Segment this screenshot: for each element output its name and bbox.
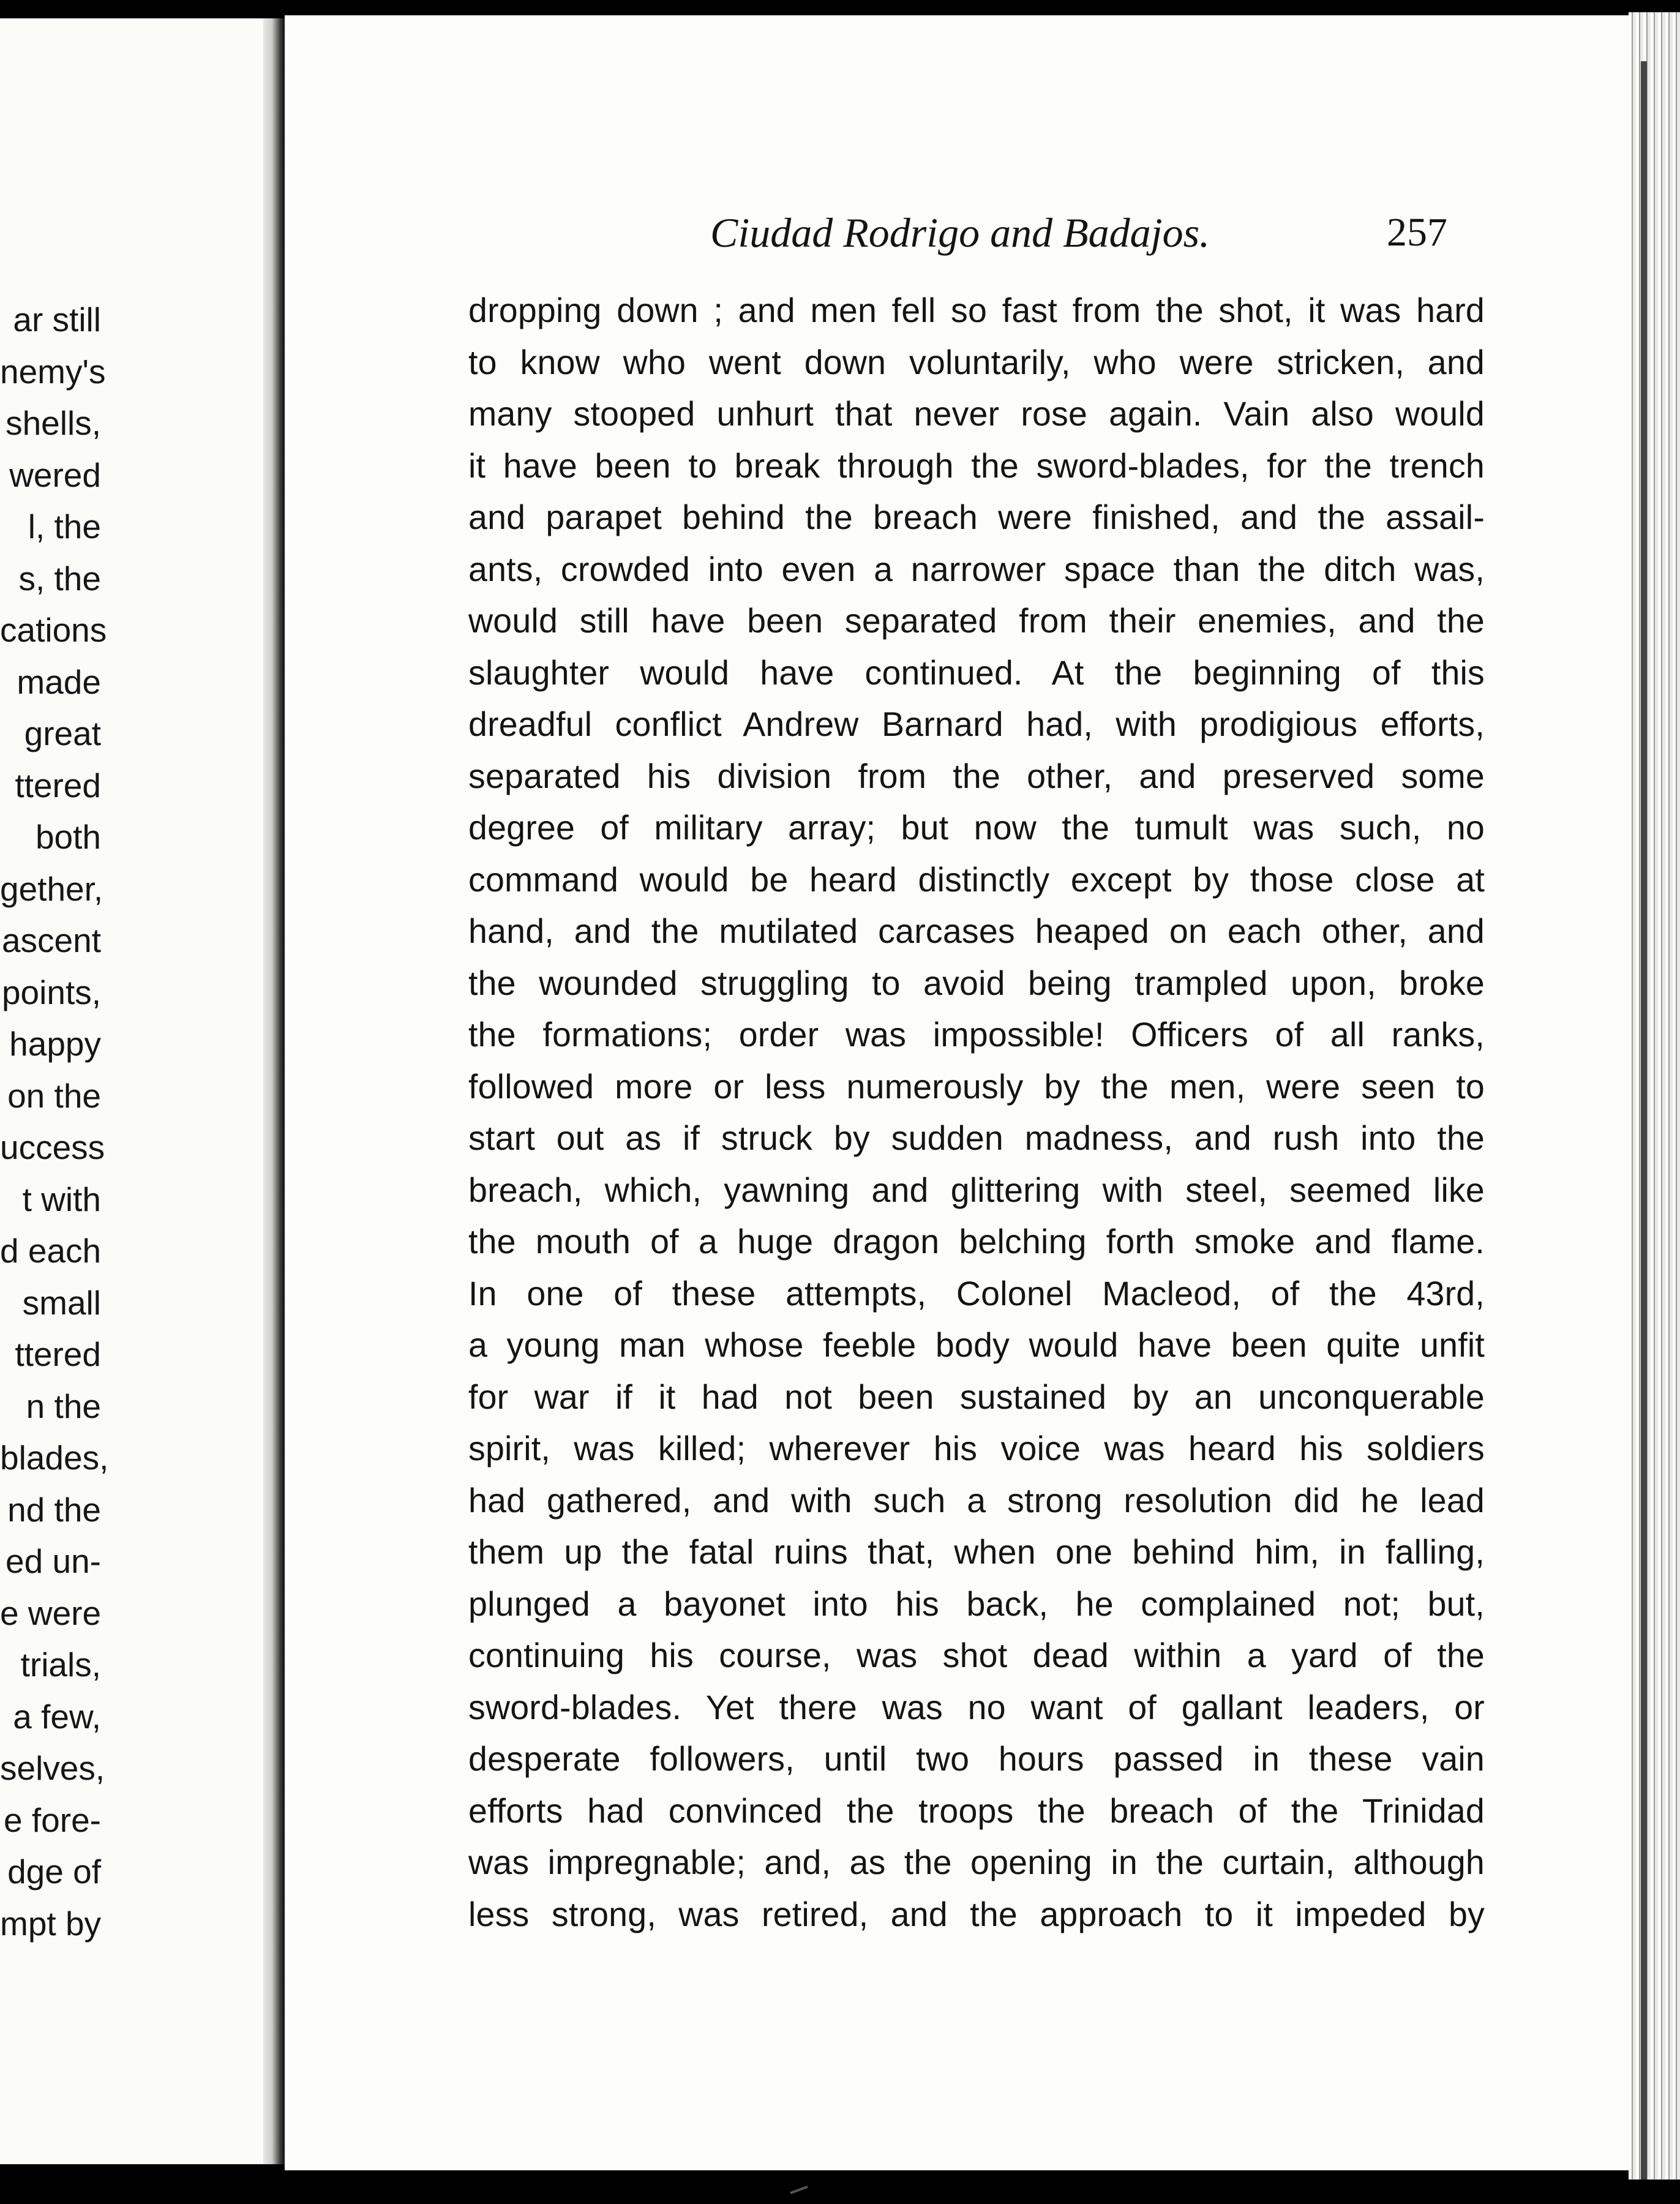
- left-line: e fore-: [4, 1801, 101, 1839]
- left-line: gether,: [0, 869, 103, 908]
- text-line: would still have been separated from their enemies, and the: [468, 602, 1485, 640]
- text-line: plunged a bayonet into his back, he complained not; but,: [468, 1584, 1485, 1623]
- text-line: dreadful conflict Andrew Barnard had, with prodigious efforts,: [468, 705, 1485, 743]
- text-line: In one of these attempts, Colonel Macleod, of the 43rd,: [468, 1274, 1485, 1313]
- text-line: was impregnable; and, as the opening in the curtain, although: [468, 1843, 1485, 1881]
- text-line: the wounded struggling to avoid being trampled upon, broke: [468, 964, 1485, 1002]
- text-line: command would be heard distinctly except by those close at: [468, 860, 1485, 899]
- text-line: to know who went down voluntarily, who were stricken, and: [468, 343, 1485, 381]
- book-gutter: [263, 18, 285, 2164]
- text-line: a young man whose feeble body would have been quite unfit: [468, 1326, 1485, 1364]
- left-line: t with: [22, 1180, 101, 1218]
- left-line: ar still: [13, 301, 101, 339]
- left-line: ascent: [1, 921, 101, 959]
- text-line: had gathered, and with such a strong resolution did he lead: [468, 1481, 1485, 1520]
- left-line: a few,: [13, 1697, 101, 1736]
- left-page-text-fragments: [0, 294, 109, 1949]
- text-line: followed more or less numerously by the men, were seen to: [468, 1067, 1485, 1106]
- text-line: it have been to break through the sword-blades, for the trench: [468, 446, 1485, 485]
- left-line: points,: [1, 973, 101, 1011]
- text-line: continuing his course, was shot dead within a yard of the: [468, 1636, 1485, 1674]
- text-line: the formations; order was impossible! Officers of all ranks,: [468, 1016, 1485, 1054]
- left-line: n the: [26, 1387, 101, 1425]
- left-line: wered: [9, 455, 101, 494]
- left-facing-page: [0, 18, 281, 2164]
- left-line: ed un-: [6, 1542, 101, 1580]
- left-line: dge of: [7, 1853, 101, 1891]
- scan-artifact: [790, 2186, 808, 2194]
- left-line: great: [24, 714, 101, 752]
- page-edges: [1629, 12, 1680, 2180]
- left-line: l, the: [28, 508, 101, 545]
- left-line: shells,: [6, 404, 101, 442]
- left-line: nd the: [7, 1490, 101, 1529]
- text-line: many stooped unhurt that never rose again. Vain also would: [468, 395, 1485, 433]
- left-line: mpt by: [0, 1904, 102, 1943]
- body-text: [468, 285, 1485, 1940]
- text-line: degree of military array; but now the tumult was such, no: [468, 809, 1485, 847]
- left-line: cations: [0, 611, 107, 649]
- page-number: 257: [1387, 210, 1447, 255]
- text-line: desperate followers, until two hours passed in these vain: [468, 1740, 1485, 1778]
- text-line: for war if it had not been sustained by an unconquerable: [468, 1378, 1485, 1416]
- left-line: happy: [9, 1025, 101, 1063]
- text-line: sword-blades. Yet there was no want of gallant leaders, or: [468, 1688, 1485, 1726]
- left-line: nemy's: [0, 352, 106, 391]
- left-line: ttered: [15, 766, 101, 804]
- left-line: s, the: [18, 559, 101, 598]
- left-line: made: [17, 662, 101, 701]
- left-line: both: [35, 818, 101, 856]
- left-line: d each: [0, 1232, 102, 1270]
- left-line: blades,: [0, 1439, 109, 1477]
- text-line: dropping down ; and men fell so fast from the shot, it was hard: [468, 291, 1485, 329]
- text-line: separated his division from the other, and preserved some: [468, 757, 1485, 795]
- text-line: the mouth of a huge dragon belching forth smoke and flame.: [468, 1223, 1485, 1261]
- left-line: selves,: [0, 1749, 105, 1787]
- page-edge-shadow: [1641, 61, 1647, 2180]
- left-line: trials,: [20, 1646, 101, 1684]
- left-line: e were: [0, 1594, 102, 1632]
- running-head: Ciudad Rodrigo and Badajos.: [710, 209, 1210, 256]
- text-line: spirit, was killed; wherever his voice was heard his soldiers: [468, 1430, 1485, 1467]
- text-line: efforts had convinced the troops the breach of the Trinidad: [468, 1791, 1485, 1830]
- text-line: breach, which, yawning and glittering with steel, seemed like: [468, 1171, 1485, 1209]
- left-line: on the: [7, 1076, 101, 1115]
- text-line: ants, crowded into even a narrower space than the ditch was,: [468, 550, 1485, 588]
- left-line: small: [22, 1283, 101, 1322]
- left-line: uccess: [0, 1128, 105, 1166]
- text-line: start out as if struck by sudden madness, and rush into the: [468, 1119, 1485, 1157]
- text-line: hand, and the mutilated carcases heaped on each other, and: [468, 912, 1485, 950]
- text-line: and parapet behind the breach were finished, and the assail-: [468, 498, 1485, 536]
- text-line: them up the fatal ruins that, when one behind him, in falling,: [468, 1533, 1485, 1571]
- text-line: less strong, was retired, and the approach to it impeded by: [468, 1895, 1485, 1933]
- text-line: slaughter would have continued. At the beginning of this: [468, 653, 1485, 692]
- left-line: ttered: [15, 1335, 101, 1373]
